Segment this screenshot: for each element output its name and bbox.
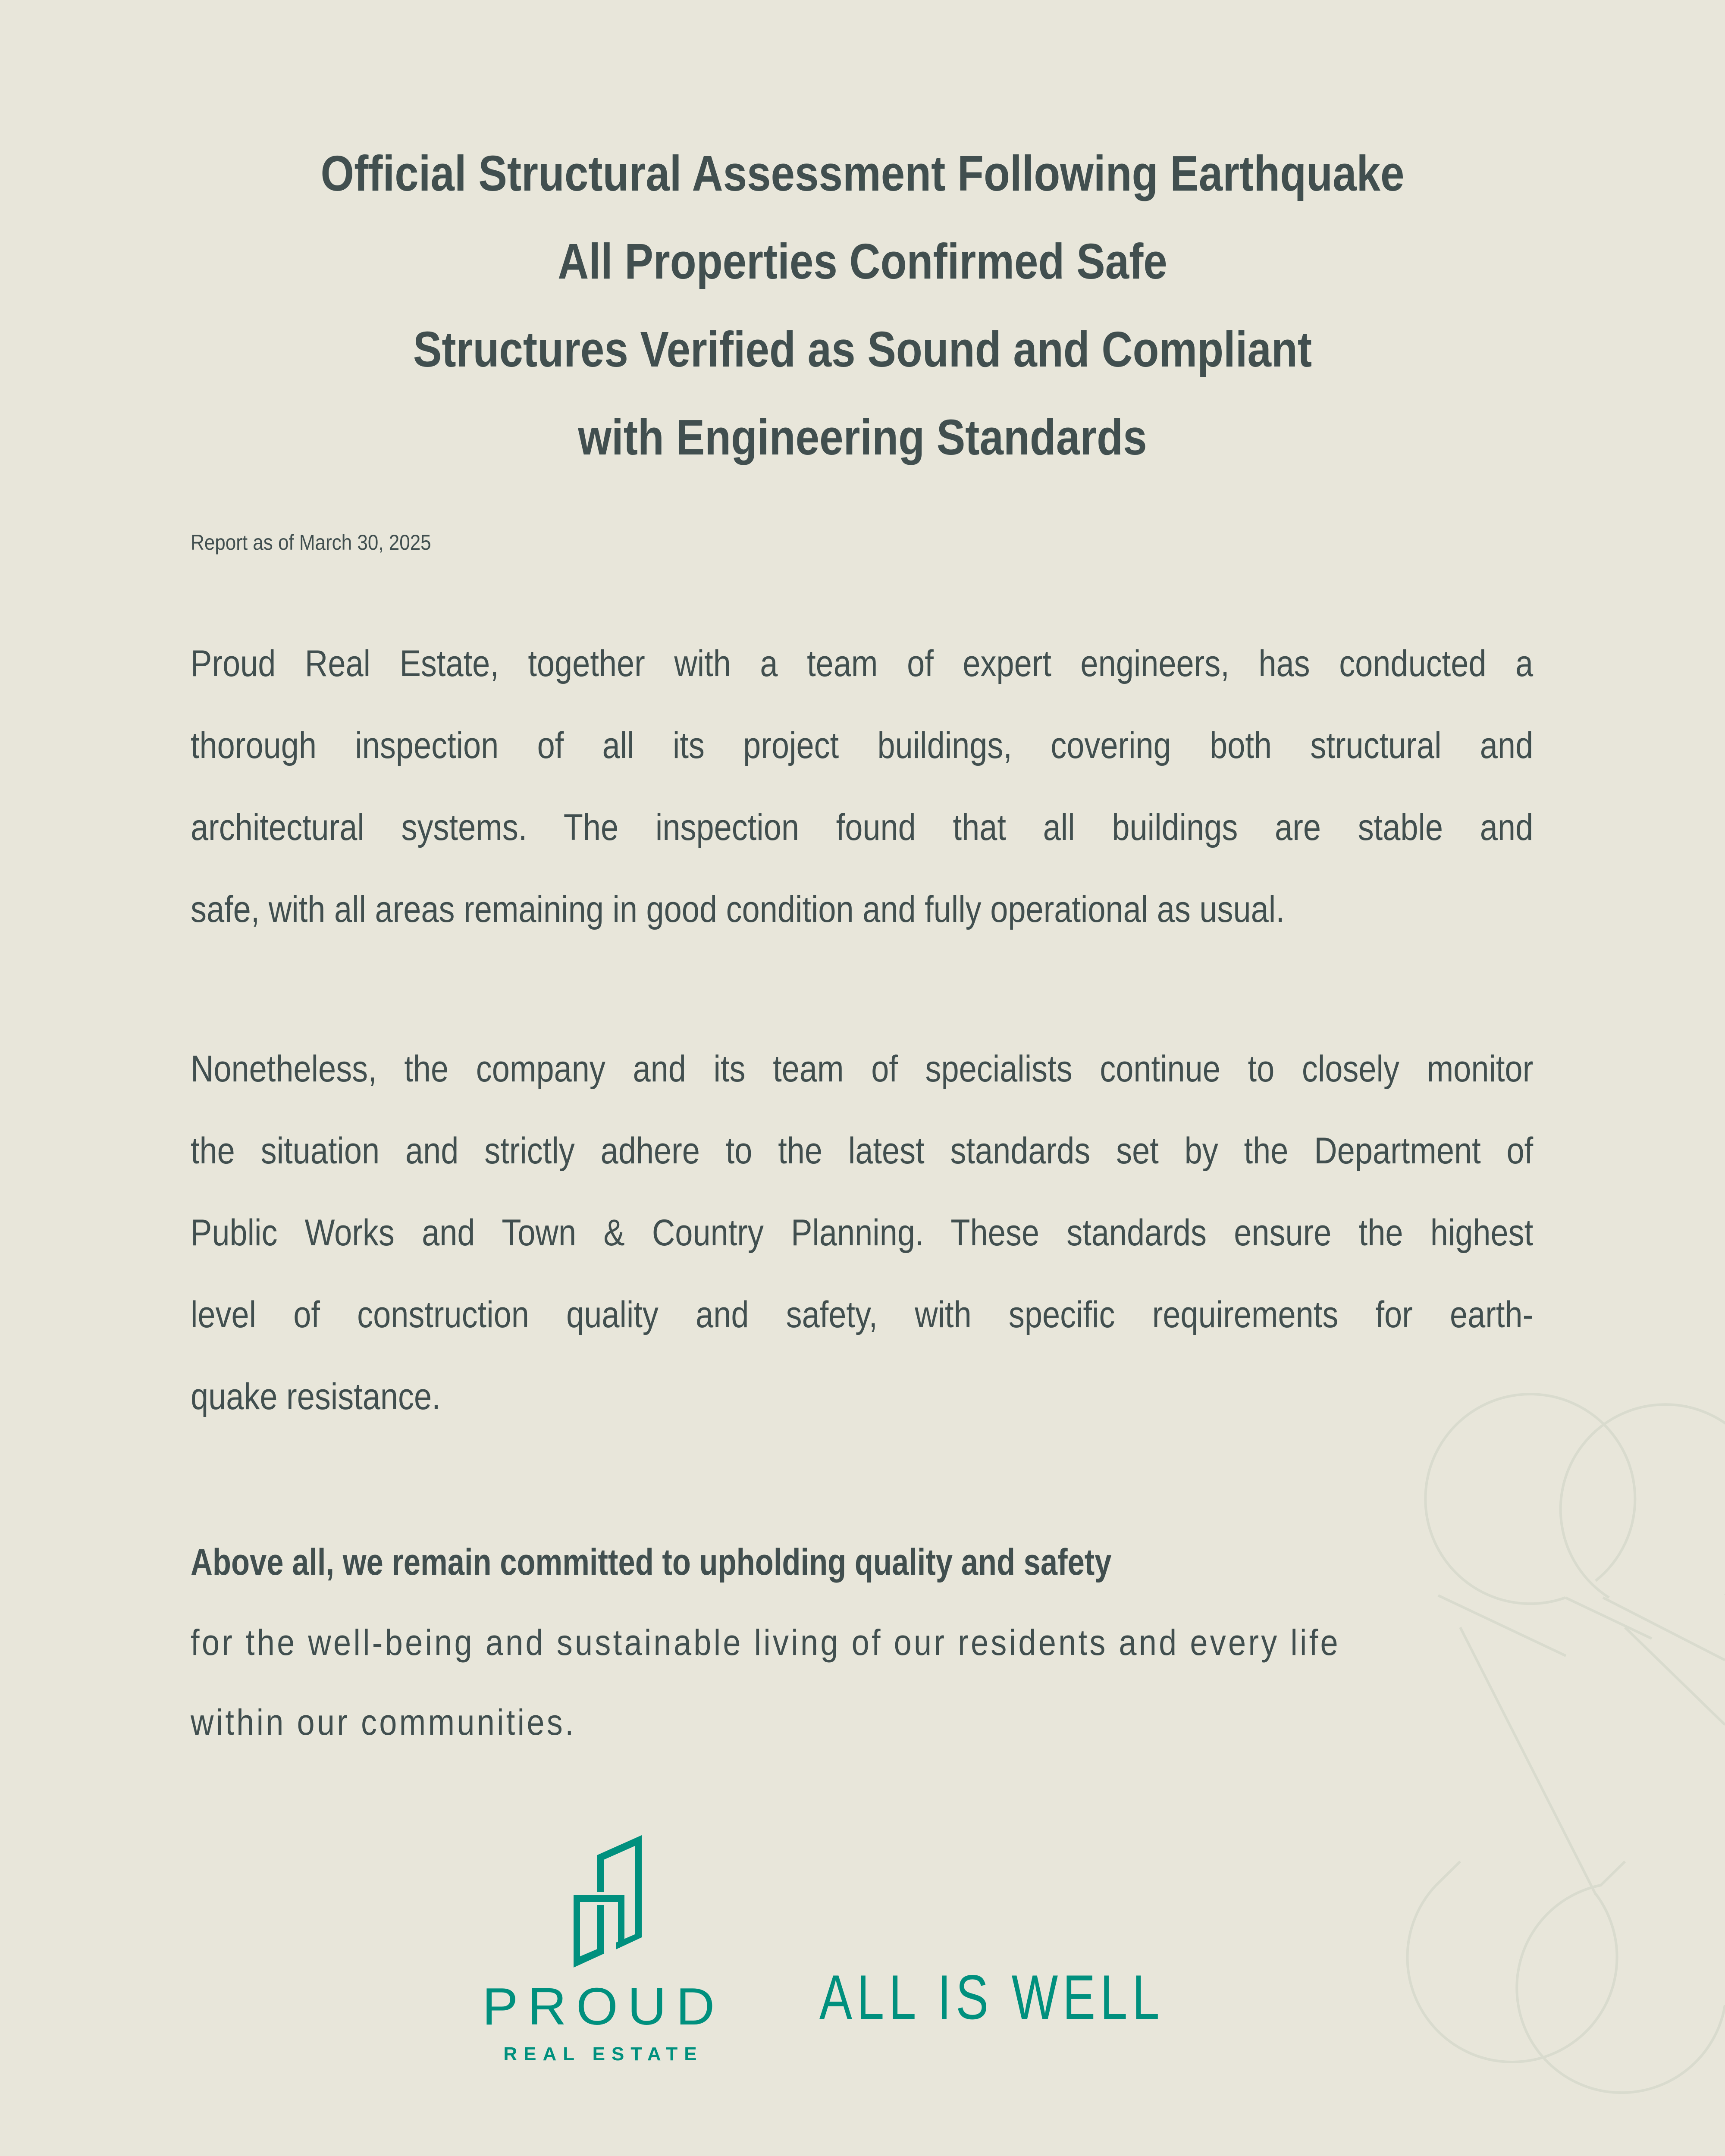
paragraph-line-text: thorough inspection of all its project buildings, covering both structural and: [191, 725, 1534, 766]
brand-subtitle: REAL ESTATE: [503, 2043, 703, 2065]
closing-bold-line: Above all, we remain committed to upholding quality and safety: [191, 1542, 1112, 1583]
paragraph-line-text: Nonetheless, the company and its team of specialists continue to closely monitor: [191, 1048, 1534, 1090]
paragraph-line-text: quake resistance.: [191, 1376, 441, 1417]
paragraph-monitoring-standards: [191, 1028, 1533, 1438]
headline: [0, 129, 1725, 481]
paragraph-line-text: level of construction quality and safety, with specific requirements for earth-: [191, 1294, 1534, 1335]
paragraph-line-text: the situation and strictly adhere to the latest standards set by the Department of: [191, 1130, 1534, 1172]
report-date: Report as of March 30, 2025: [191, 530, 431, 555]
paragraph-line: [191, 787, 1533, 868]
headline-line: with Engineering Standards: [578, 409, 1147, 465]
headline-line: All Properties Confirmed Safe: [558, 233, 1167, 289]
brand-name: PROUD: [482, 1977, 724, 2036]
paragraph-line-text: architectural systems. The inspection found that all buildings are stable and: [191, 807, 1534, 848]
paragraph-line: [191, 1274, 1533, 1356]
closing-line: for the well-being and sustainable living of our residents and every life: [191, 1622, 1340, 1663]
paragraph-line: [191, 1110, 1533, 1192]
paragraph-line-text: safe, with all areas remaining in good condition and fully operational as usual.: [191, 889, 1285, 930]
building-outline-icon: [565, 1833, 651, 1975]
paragraph-line: [191, 1356, 1533, 1438]
paragraph-line: [191, 1192, 1533, 1274]
closing-statement: [191, 1522, 1533, 1762]
paragraph-line-text: Proud Real Estate, together with a team of expert engineers, has conducted a: [191, 643, 1534, 684]
paragraph-inspection-summary: [191, 623, 1533, 950]
paragraph-line-text: Public Works and Town & Country Planning. These standards ensure the highest: [191, 1212, 1534, 1253]
brand-tagline: ALL IS WELL: [819, 1962, 1164, 2032]
headline-line: Official Structural Assessment Following Earthquake: [320, 145, 1405, 201]
closing-line: within our communities.: [191, 1702, 576, 1742]
brand-wordmark: [481, 1977, 725, 2065]
paragraph-line: [191, 1028, 1533, 1110]
watermark-figure-right: [1517, 1404, 1725, 2093]
paragraph-line: [191, 705, 1533, 787]
paragraph-line: [191, 868, 1533, 950]
headline-line: Structures Verified as Sound and Compliant: [413, 321, 1312, 377]
paragraph-line: [191, 623, 1533, 705]
